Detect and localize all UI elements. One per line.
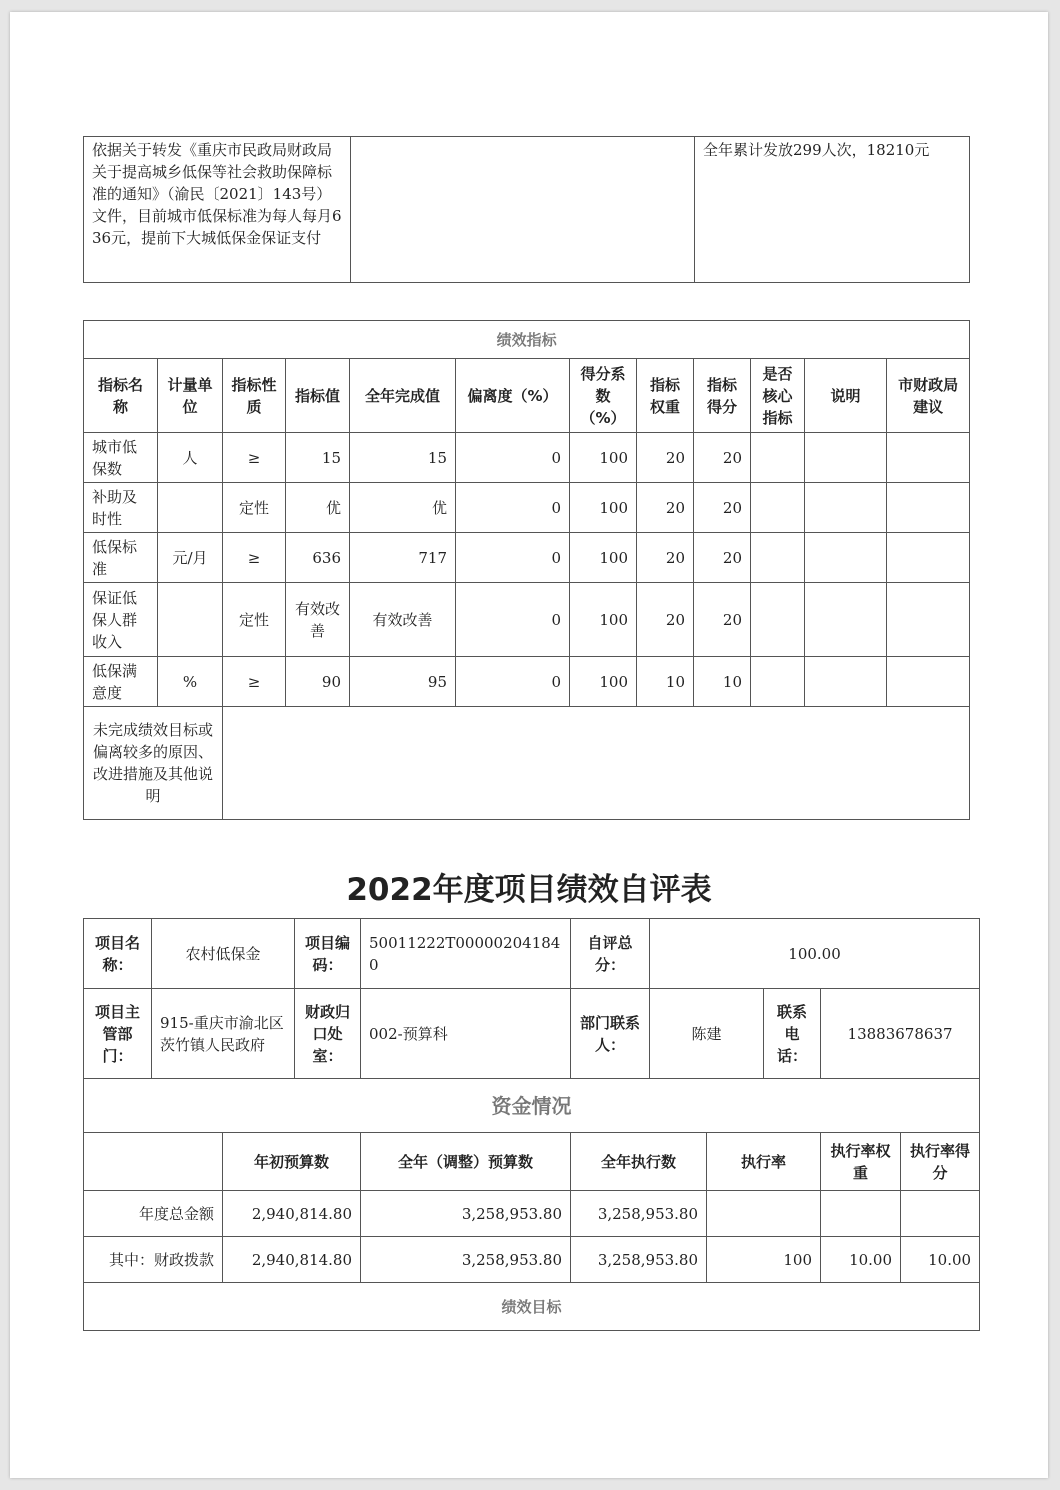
phone-label: 联系电话： [764, 989, 821, 1079]
header-cell: 指标值 [286, 359, 350, 433]
header-cell [84, 1133, 223, 1191]
funding-rate: 100 [707, 1237, 821, 1283]
header-cell: 得分系数（%） [570, 359, 637, 433]
self-score-label: 自评总分： [571, 919, 650, 989]
header-cell: 指标权重 [637, 359, 694, 433]
indicator-score: 20 [694, 483, 751, 533]
page-title: 2022年度项目绩效自评表 [346, 872, 712, 908]
indicator-unit [158, 483, 223, 533]
indicator-advice [887, 433, 970, 483]
indicator-score: 20 [694, 533, 751, 583]
indicator-advice [887, 583, 970, 657]
indicator-nature: ≥ [223, 533, 286, 583]
project-name: 农村低保金 [152, 919, 295, 989]
project-name-label: 项目名称： [84, 919, 152, 989]
indicator-target: 有效改善 [286, 583, 350, 657]
indicator-target: 15 [286, 433, 350, 483]
perf-goal-section-title: 绩效目标 [84, 1283, 980, 1331]
indicator-nature: 定性 [223, 583, 286, 657]
indicator-note [805, 483, 887, 533]
header-cell: 全年（调整）预算数 [361, 1133, 571, 1191]
indicator-name: 城市低保数 [84, 433, 158, 483]
funding-rate [707, 1191, 821, 1237]
funding-score [901, 1191, 980, 1237]
header-row [84, 359, 970, 433]
indicator-weight: 20 [637, 583, 694, 657]
indicator-name: 保证低保人群收入 [84, 583, 158, 657]
dept-value: 915-重庆市渝北区茨竹镇人民政府 [152, 989, 295, 1079]
table-row [84, 1191, 980, 1237]
indicator-core [751, 433, 805, 483]
indicator-deviation: 0 [456, 533, 570, 583]
header-cell: 指标得分 [694, 359, 751, 433]
indicator-weight: 20 [637, 533, 694, 583]
header-cell: 是否核心指标 [751, 359, 805, 433]
funding-label: 其中：财政拨款 [84, 1237, 223, 1283]
indicator-note [805, 583, 887, 657]
indicator-unit: 元/月 [158, 533, 223, 583]
indicator-weight: 20 [637, 483, 694, 533]
indicator-advice [887, 533, 970, 583]
indicator-name: 低保满意度 [84, 657, 158, 707]
dept-label: 项目主管部门： [84, 989, 152, 1079]
indicator-coef: 100 [570, 483, 637, 533]
indicator-nature: ≥ [223, 433, 286, 483]
indicator-weight: 10 [637, 657, 694, 707]
unfinished-value [223, 707, 970, 820]
indicator-coef: 100 [570, 433, 637, 483]
indicator-note [805, 533, 887, 583]
indicator-core [751, 583, 805, 657]
indicator-coef: 100 [570, 657, 637, 707]
indicator-deviation: 0 [456, 483, 570, 533]
indicator-nature: ≥ [223, 657, 286, 707]
table-row [84, 1237, 980, 1283]
header-cell: 指标名称 [84, 359, 158, 433]
header-cell: 说明 [805, 359, 887, 433]
funding-weight [821, 1191, 901, 1237]
indicator-core [751, 483, 805, 533]
indicator-core [751, 533, 805, 583]
indicator-score: 20 [694, 433, 751, 483]
indicator-core [751, 657, 805, 707]
indicator-score: 10 [694, 657, 751, 707]
funding-executed: 3,258,953.80 [571, 1191, 707, 1237]
indicator-target: 636 [286, 533, 350, 583]
project-code-label: 项目编码： [295, 919, 361, 989]
indicator-actual: 有效改善 [350, 583, 456, 657]
indicator-name: 补助及时性 [84, 483, 158, 533]
indicator-actual: 95 [350, 657, 456, 707]
performance-indicators-table [83, 320, 970, 820]
funding-adjusted: 3,258,953.80 [361, 1191, 571, 1237]
office-value: 002-预算科 [361, 989, 571, 1079]
indicator-nature: 定性 [223, 483, 286, 533]
indicator-target: 90 [286, 657, 350, 707]
indicator-actual: 优 [350, 483, 456, 533]
contact-value: 陈建 [650, 989, 764, 1079]
indicator-note [805, 657, 887, 707]
basis-text: 依据关于转发《重庆市民政局财政局关于提高城乡低保等社会救助保障标准的通知》（渝民〔2021〕143号）文件，目前城市低保标准为每人每月636元，提前下大城低保金保证支付 [84, 137, 351, 283]
unfinished-label: 未完成绩效目标或偏离较多的原因、改进措施及其他说明 [84, 707, 223, 820]
funding-header-row [84, 1133, 980, 1191]
indicator-deviation: 0 [456, 433, 570, 483]
header-cell: 偏离度（%） [456, 359, 570, 433]
indicator-weight: 20 [637, 433, 694, 483]
header-cell: 执行率 [707, 1133, 821, 1191]
indicator-coef: 100 [570, 583, 637, 657]
basis-table [83, 136, 970, 283]
indicator-score: 20 [694, 583, 751, 657]
funding-label: 年度总金额 [84, 1191, 223, 1237]
contact-label: 部门联系人： [571, 989, 650, 1079]
funding-score: 10.00 [901, 1237, 980, 1283]
header-cell: 市财政局建议 [887, 359, 970, 433]
table-row [84, 533, 970, 583]
table-row [84, 433, 970, 483]
indicator-unit [158, 583, 223, 657]
indicator-actual: 717 [350, 533, 456, 583]
funding-adjusted: 3,258,953.80 [361, 1237, 571, 1283]
section-title: 绩效指标 [84, 321, 970, 359]
indicator-advice [887, 657, 970, 707]
indicator-unit: 人 [158, 433, 223, 483]
header-cell: 全年执行数 [571, 1133, 707, 1191]
project-code: 50011222T000002041840 [361, 919, 571, 989]
indicator-unit: % [158, 657, 223, 707]
table-row [84, 657, 970, 707]
header-cell: 指标性质 [223, 359, 286, 433]
self-score: 100.00 [650, 919, 980, 989]
office-label: 财政归口处室： [295, 989, 361, 1079]
indicator-note [805, 433, 887, 483]
empty-cell [351, 137, 695, 283]
table-row [84, 483, 970, 533]
indicator-name: 低保标准 [84, 533, 158, 583]
result-text: 全年累计发放299人次，18210元 [695, 137, 970, 283]
header-cell: 执行率权重 [821, 1133, 901, 1191]
header-cell: 全年完成值 [350, 359, 456, 433]
indicator-target: 优 [286, 483, 350, 533]
funding-weight: 10.00 [821, 1237, 901, 1283]
funding-initial: 2,940,814.80 [223, 1237, 361, 1283]
table-row [84, 583, 970, 657]
funding-executed: 3,258,953.80 [571, 1237, 707, 1283]
indicator-coef: 100 [570, 533, 637, 583]
header-cell: 年初预算数 [223, 1133, 361, 1191]
self-evaluation-table [83, 918, 980, 1331]
funding-initial: 2,940,814.80 [223, 1191, 361, 1237]
header-cell: 计量单位 [158, 359, 223, 433]
header-cell: 执行率得分 [901, 1133, 980, 1191]
document-page [10, 12, 1048, 1478]
indicator-advice [887, 483, 970, 533]
funding-section-title: 资金情况 [84, 1079, 980, 1133]
phone-value: 13883678637 [821, 989, 980, 1079]
indicator-deviation: 0 [456, 657, 570, 707]
indicator-actual: 15 [350, 433, 456, 483]
indicator-deviation: 0 [456, 583, 570, 657]
